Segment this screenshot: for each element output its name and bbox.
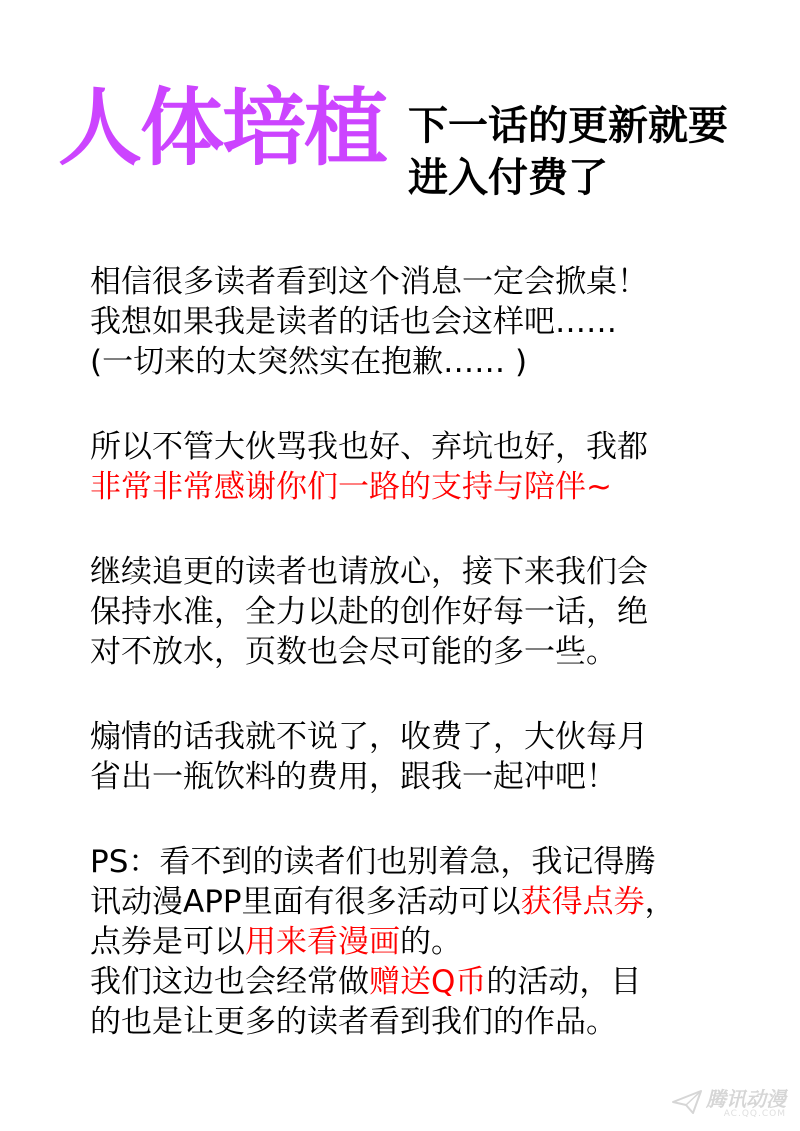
text-line (90, 1002, 730, 1042)
text-line (90, 842, 730, 882)
paragraph (90, 552, 730, 672)
subtitle-line-1: 下一话的更新就要 (408, 103, 728, 149)
text-line (90, 757, 730, 797)
text-segment: 继续追更的读者也请放心，接下来我们会 (90, 554, 648, 590)
text-segment: 点券是可以 (90, 924, 245, 960)
text-segment: 我想如果我是读者的话也会这样吧…… (90, 304, 617, 340)
text-segment: 保持水准，全力以赴的创作好每一话，绝 (90, 594, 648, 630)
watermark (672, 1089, 786, 1119)
announcement-body (90, 262, 730, 1087)
page-title: 人体培植 (58, 79, 387, 177)
text-segment: 对不放水，页数也会尽可能的多一些。 (90, 634, 617, 670)
highlighted-text: 非常非常感谢你们一路的支持与陪伴~ (90, 469, 612, 505)
text-line (90, 342, 730, 382)
text-line (90, 262, 730, 302)
highlighted-text: 赠送Q币 (369, 964, 487, 1000)
text-segment: 的活动，目 (486, 964, 642, 1000)
text-segment: 讯动漫APP里面有很多活动可以 (90, 884, 521, 920)
text-line (90, 922, 730, 962)
text-segment: 省出一瓶饮料的费用，跟我一起冲吧！ (90, 759, 617, 795)
text-segment: ， (644, 884, 676, 920)
text-segment: 相信很多读者看到这个消息一定会掀桌！ (90, 264, 648, 300)
text-segment: 的。 (400, 924, 462, 960)
text-segment: 我们这边也会经常做 (90, 964, 369, 1000)
page-header (0, 0, 800, 230)
text-line (90, 427, 730, 467)
paragraph (90, 427, 730, 507)
text-line (90, 882, 730, 922)
text-segment: 的也是让更多的读者看到我们的作品。 (90, 1004, 617, 1040)
text-line (90, 552, 730, 592)
text-line (90, 592, 730, 632)
subtitle-line-2: 进入付费了 (408, 155, 608, 201)
text-line (90, 717, 730, 757)
watermark-text (706, 1089, 786, 1119)
text-line (90, 962, 730, 1002)
paragraph (90, 262, 730, 382)
page-subtitle (408, 100, 728, 204)
paper-plane-icon (672, 1090, 702, 1118)
text-segment: PS：看不到的读者们也别着急，我记得腾 (90, 844, 656, 880)
text-line (90, 467, 730, 507)
highlighted-text: 获得点券 (520, 884, 645, 920)
watermark-domain: AC.QQ.COM (723, 1109, 786, 1119)
paragraph (90, 717, 730, 797)
text-line (90, 302, 730, 342)
text-segment: 煽情的话我就不说了，收费了，大伙每月 (90, 719, 648, 755)
highlighted-text: 用来看漫画 (245, 924, 400, 960)
text-line (90, 632, 730, 672)
text-segment: (一切来的太突然实在抱歉…… ) (90, 344, 528, 380)
text-segment: 所以不管大伙骂我也好、弃坑也好，我都 (90, 429, 648, 465)
paragraph (90, 842, 730, 1042)
watermark-brand: 腾讯动漫 (706, 1087, 786, 1111)
